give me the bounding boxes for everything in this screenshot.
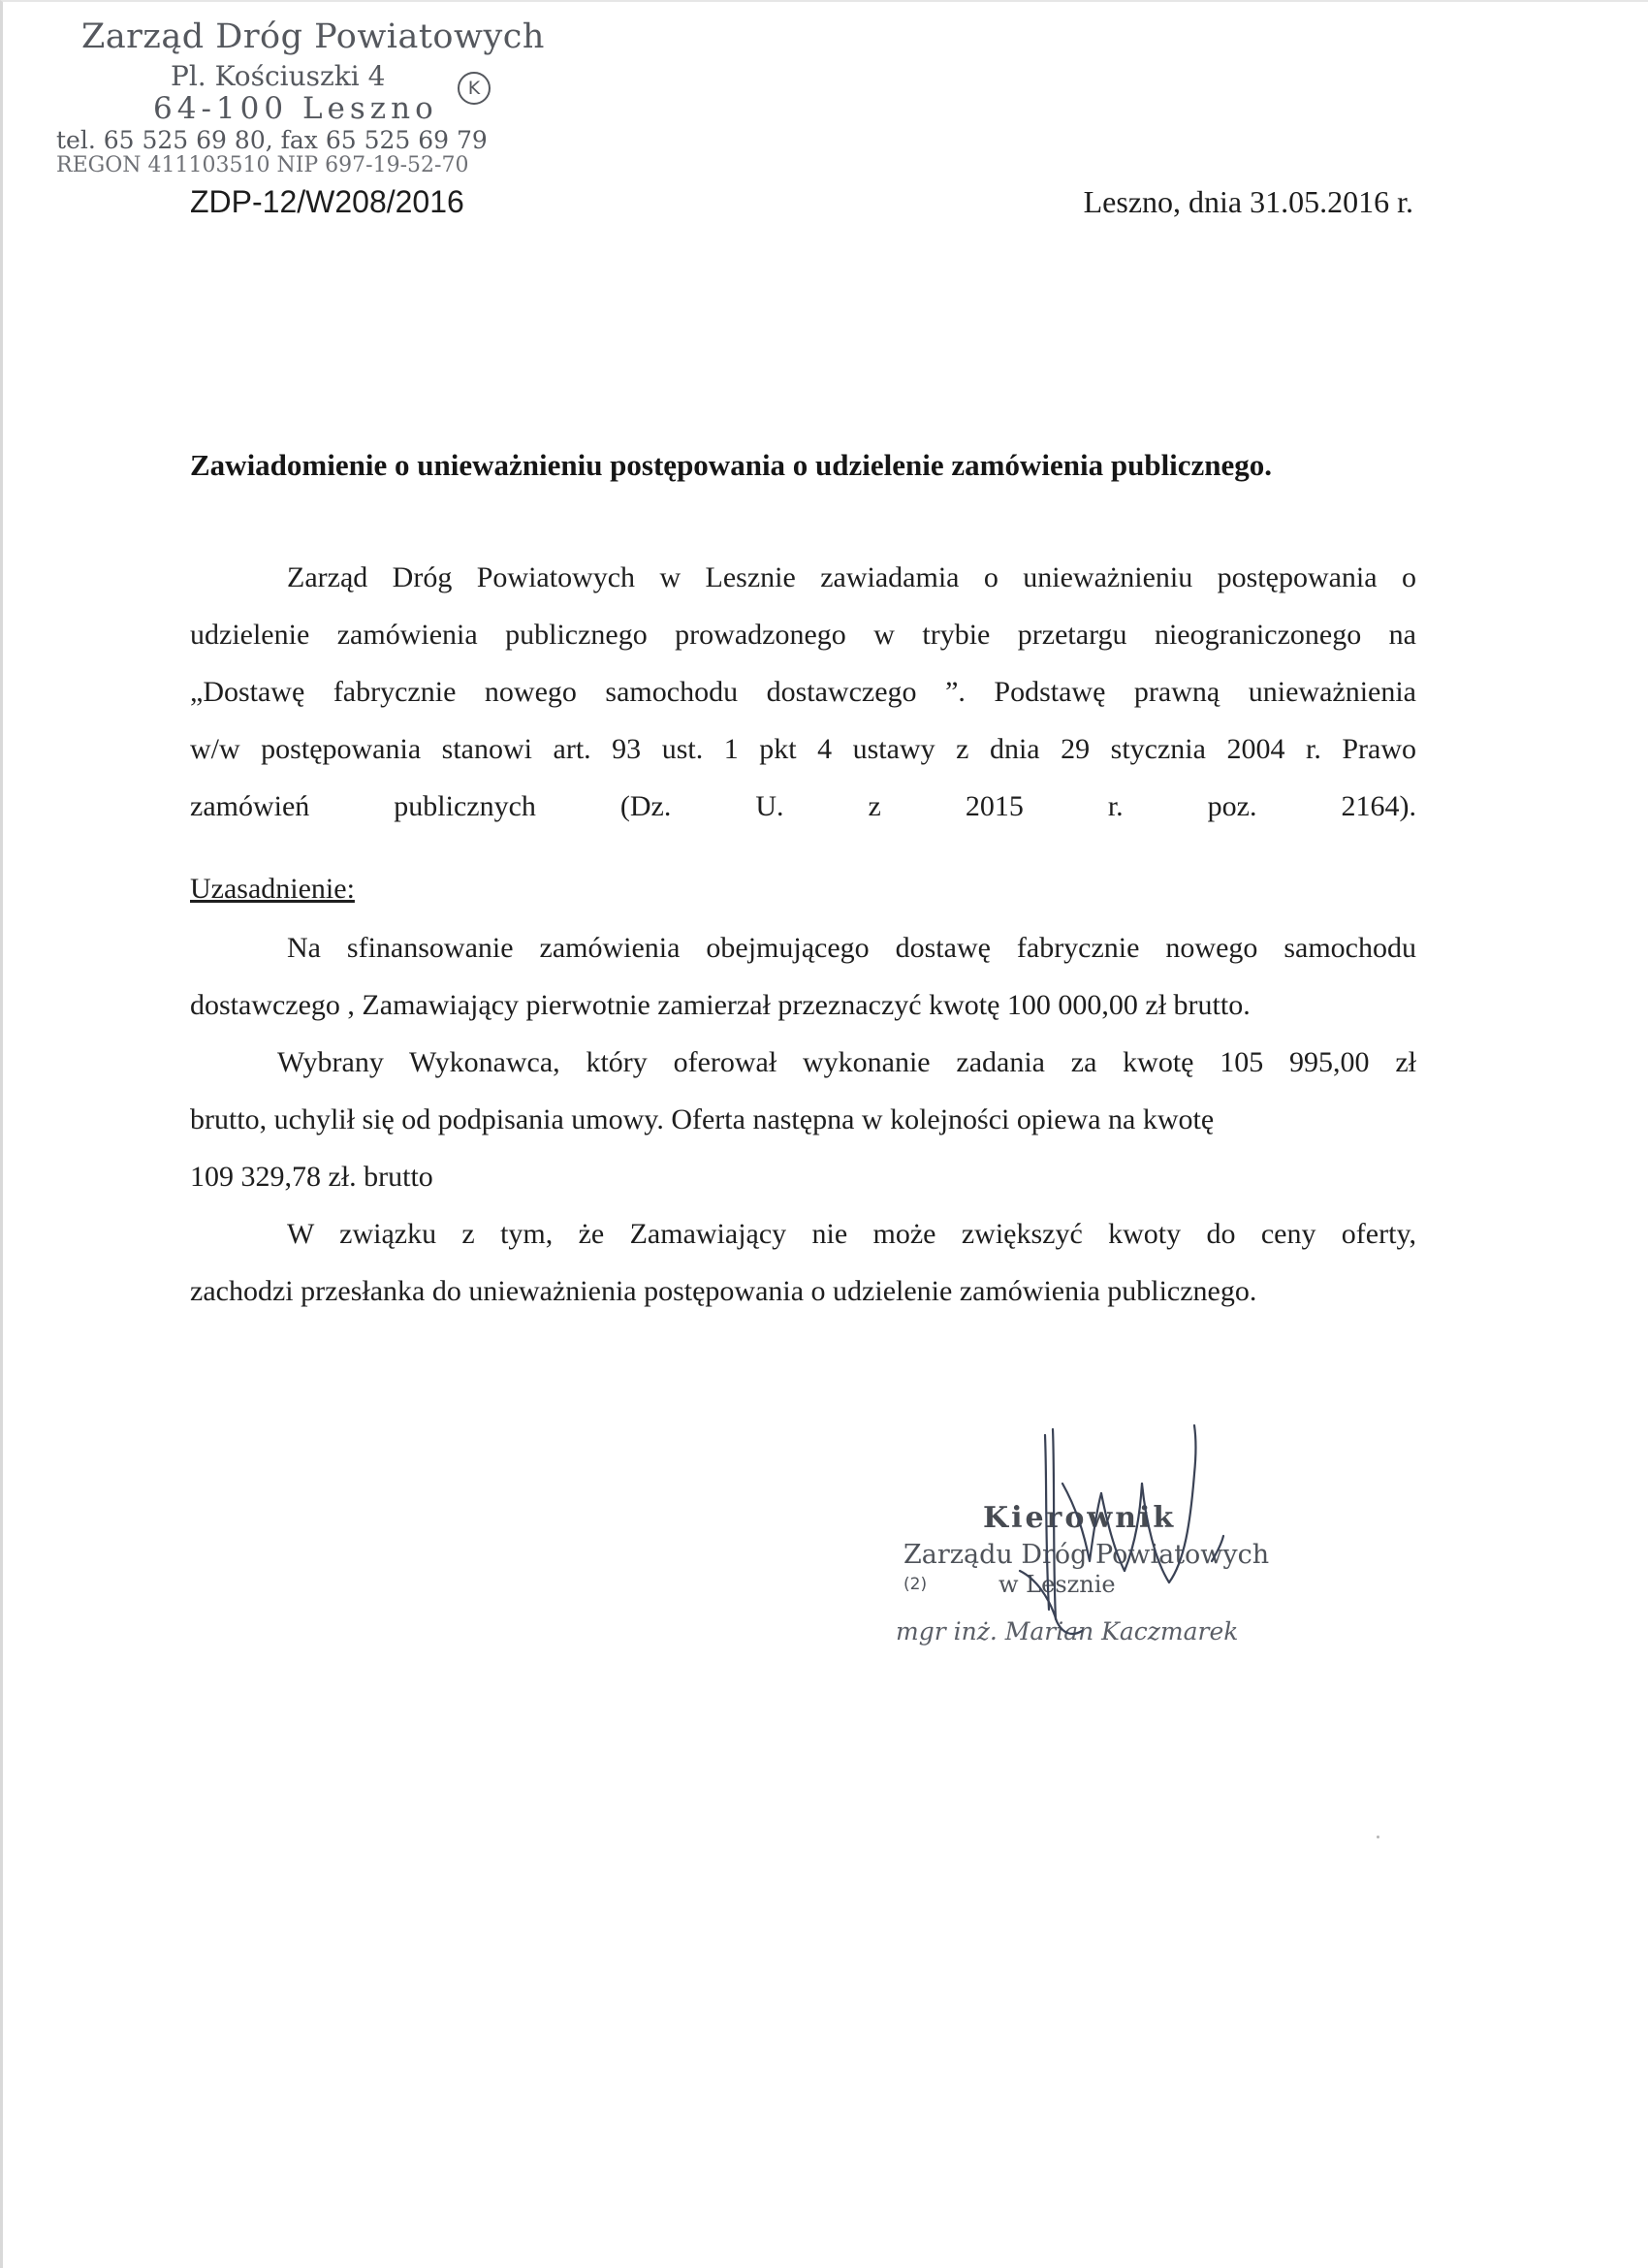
justification-line: brutto, uchylił się od podpisania umowy. Oferta następna w kolejności opiewa na kwotę bbox=[190, 1103, 1215, 1135]
justification-line: zachodzi przesłanka do unieważnienia postępowania o udzielenie zamówienia publicznego. bbox=[190, 1275, 1257, 1307]
paragraph-line: zamówień publicznych (Dz. U. z 2015 r. poz. 2164). bbox=[190, 790, 1416, 822]
justification-line: Wybrany Wykonawca, który oferował wykonanie zadania za kwotę 105 995,00 zł bbox=[277, 1046, 1416, 1078]
signature-organization: Zarządu Dróg Powiatowych bbox=[903, 1540, 1270, 1570]
signature-name: mgr inż. Marian Kaczmarek bbox=[896, 1617, 1239, 1645]
justification-line: W związku z tym, że Zamawiający nie może zwiększyć kwoty do ceny oferty, bbox=[287, 1218, 1416, 1250]
stamp-phone-fax: tel. 65 525 69 80, fax 65 525 69 79 bbox=[56, 126, 488, 154]
notice-paragraph bbox=[190, 549, 1416, 835]
handwritten-signature bbox=[882, 1416, 1289, 1668]
justification-paragraph bbox=[190, 919, 1416, 1320]
stamp-regon-nip: REGON 411103510 NIP 697-19-52-70 bbox=[56, 153, 469, 177]
justification-line: dostawczego , Zamawiający pierwotnie zamierzał przeznaczyć kwotę 100 000,00 zł brutto. bbox=[190, 989, 1251, 1021]
scan-speck bbox=[1377, 1836, 1379, 1838]
justification-line: Na sfinansowanie zamówienia obejmującego dostawę fabrycznie nowego samochodu bbox=[287, 932, 1416, 964]
paragraph-line: w/w postępowania stanowi art. 93 ust. 1 pkt 4 ustawy z dnia 29 stycznia 2004 r. Prawo bbox=[190, 733, 1416, 765]
stamp-address: Pl. Kościuszki 4 bbox=[171, 60, 386, 92]
organization-stamp bbox=[56, 17, 545, 182]
stamp-k-mark-icon: K bbox=[458, 72, 491, 105]
signature-number: (2) bbox=[903, 1575, 928, 1594]
stamp-organization: Zarząd Dróg Powiatowych bbox=[81, 17, 545, 56]
paragraph-line: udzielenie zamówienia publicznego prowadzonego w trybie przetargu nieograniczonego na bbox=[190, 619, 1416, 651]
document-title: Zawiadomienie o unieważnieniu postępowania o udzielenie zamówienia publicznego. bbox=[190, 448, 1273, 482]
paragraph-line: Zarząd Dróg Powiatowych w Lesznie zawiadamia o unieważnieniu postępowania o bbox=[287, 561, 1416, 593]
document-date: Leszno, dnia 31.05.2016 r. bbox=[1083, 184, 1413, 219]
signature-block bbox=[882, 1416, 1289, 1668]
stamp-postal-city: 64-100 Leszno bbox=[153, 91, 438, 126]
paragraph-line: „Dostawę fabrycznie nowego samochodu dostawczego ”. Podstawę prawną unieważnienia bbox=[190, 676, 1416, 708]
signature-location: w Lesznie bbox=[998, 1571, 1116, 1598]
document-reference: ZDP-12/W208/2016 bbox=[190, 184, 464, 219]
signature-position: Kierownik bbox=[983, 1501, 1177, 1535]
justification-line: 109 329,78 zł. brutto bbox=[190, 1161, 433, 1193]
justification-heading: Uzasadnienie: bbox=[190, 873, 355, 905]
